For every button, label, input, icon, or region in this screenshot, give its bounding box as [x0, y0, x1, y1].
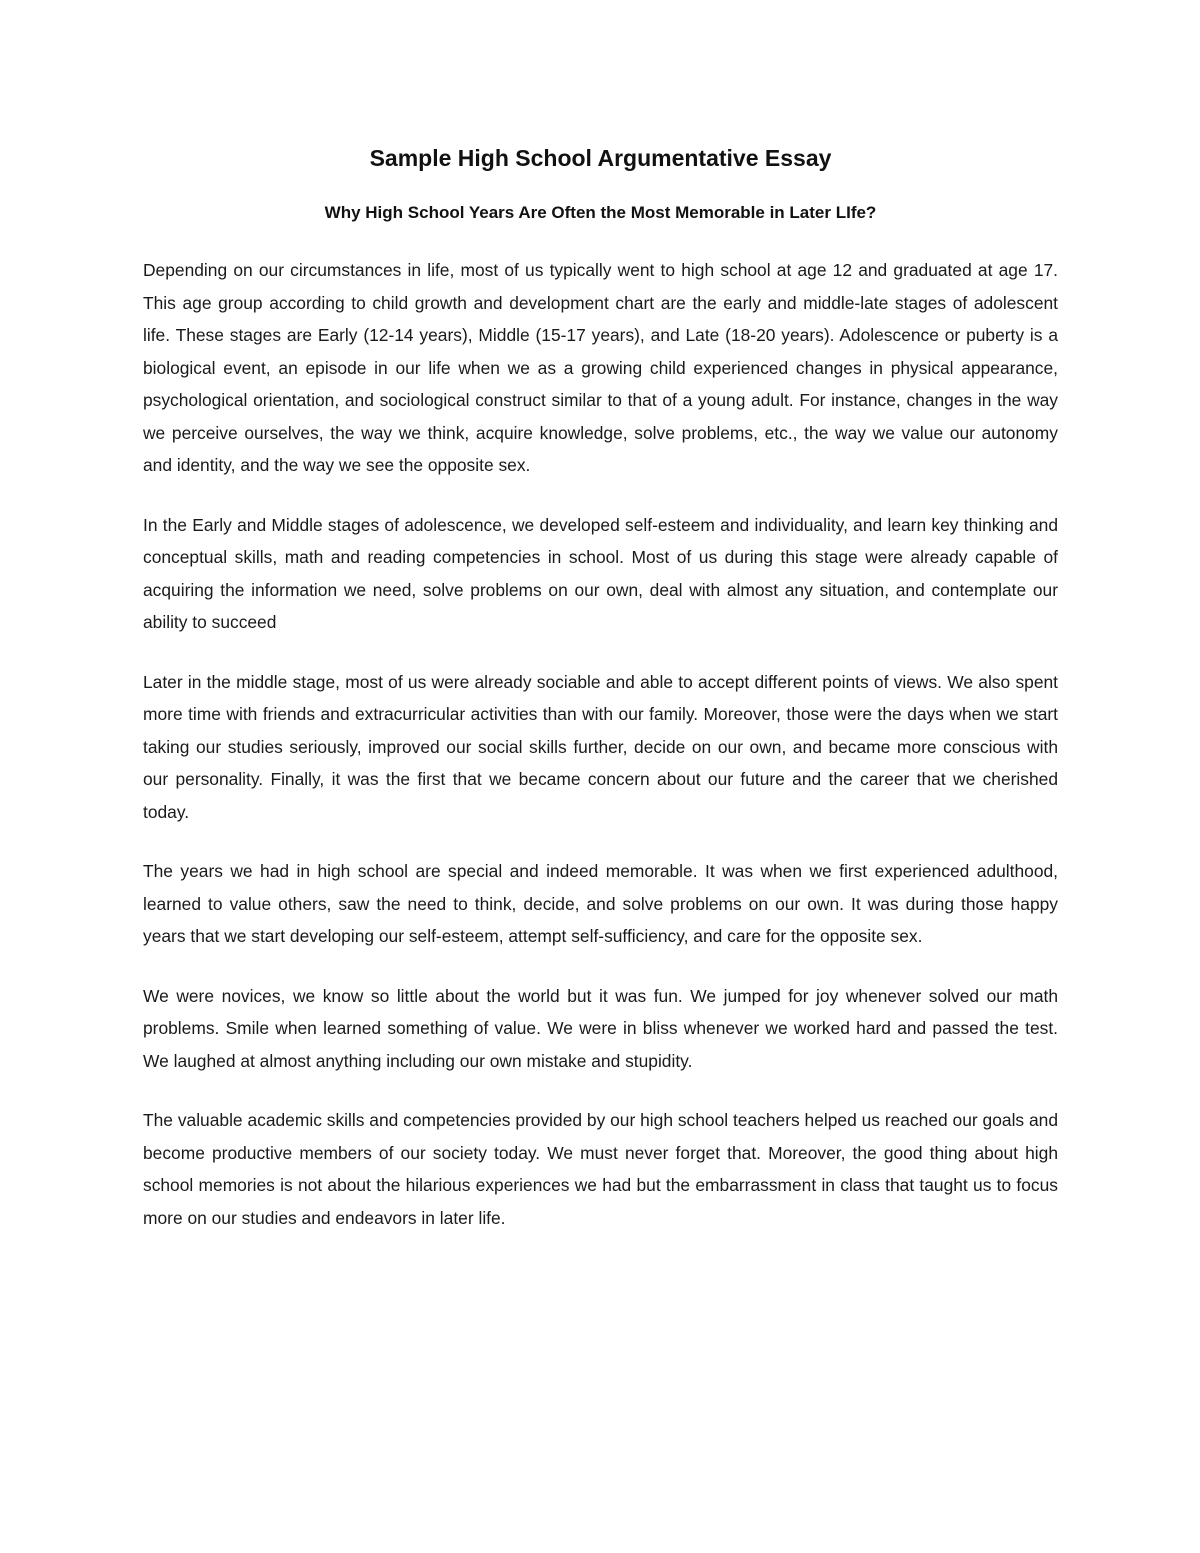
paragraph-6: The valuable academic skills and competencies provided by our high school teachers helped us reached our goals and become productive members of our society today. We must never forget that. Moreover, the good thing about high school memories is not about the hilarious experiences we had but the embarrassment in class that taught us to focus more on our studies and endeavors in later life.: [143, 1110, 1058, 1228]
paragraph-1: Depending on our circumstances in life, most of us typically went to high school at age 12 and graduated at age 17. This age group according to child growth and development chart are the early and middle-late stages of adolescent life. These stages are Early (12-14 years), Middle (15-17 years), and Late (18-20 years). Adolescence or puberty is a biological event, an episode in our life when we as a growing child experienced changes in physical appearance, psychological orientation, and sociological construct similar to that of a young adult. For instance, changes in the way we perceive ourselves, the way we think, acquire knowledge, solve problems, etc., the way we value our autonomy and identity, and the way we see the opposite sex.: [143, 260, 1058, 475]
paragraph-5: We were novices, we know so little about the world but it was fun. We jumped for joy whenever solved our math problems. Smile when learned something of value. We were in bliss whenever we worked hard and passed the test. We laughed at almost anything including our own mistake and stupidity.: [143, 985, 1058, 1071]
paragraph-4: The years we had in high school are special and indeed memorable. It was when we first experienced adulthood, learned to value others, saw the need to think, decide, and solve problems on our own. It was during those happy years that we start developing our self-esteem, attempt self-sufficiency, and care for the opposite sex.: [143, 861, 1058, 946]
paragraph-2: In the Early and Middle stages of adolescence, we developed self-esteem and individuality, and learn key thinking and conceptual skills, math and reading competencies in school. Most of us during this stage were already capable of acquiring the information we need, solve problems on our own, deal with almost any situation, and contemplate our ability to succeed: [143, 514, 1058, 632]
document-body: [143, 140, 1058, 1261]
page-title: Sample High School Argumentative Essay: [369, 145, 832, 171]
paragraph-3: Later in the middle stage, most of us were already sociable and able to accept different points of views. We also spent more time with friends and extracurricular activities than with our family. Moreover, those were the days when we start taking our studies seriously, improved our social skills further, decide on our own, and became more conscious with our personality. Finally, it was the first that we became concern about our future and the career that we cherished today.: [143, 671, 1058, 822]
essay-subtitle: Why High School Years Are Often the Most Memorable in Later LIfe?: [324, 203, 877, 222]
